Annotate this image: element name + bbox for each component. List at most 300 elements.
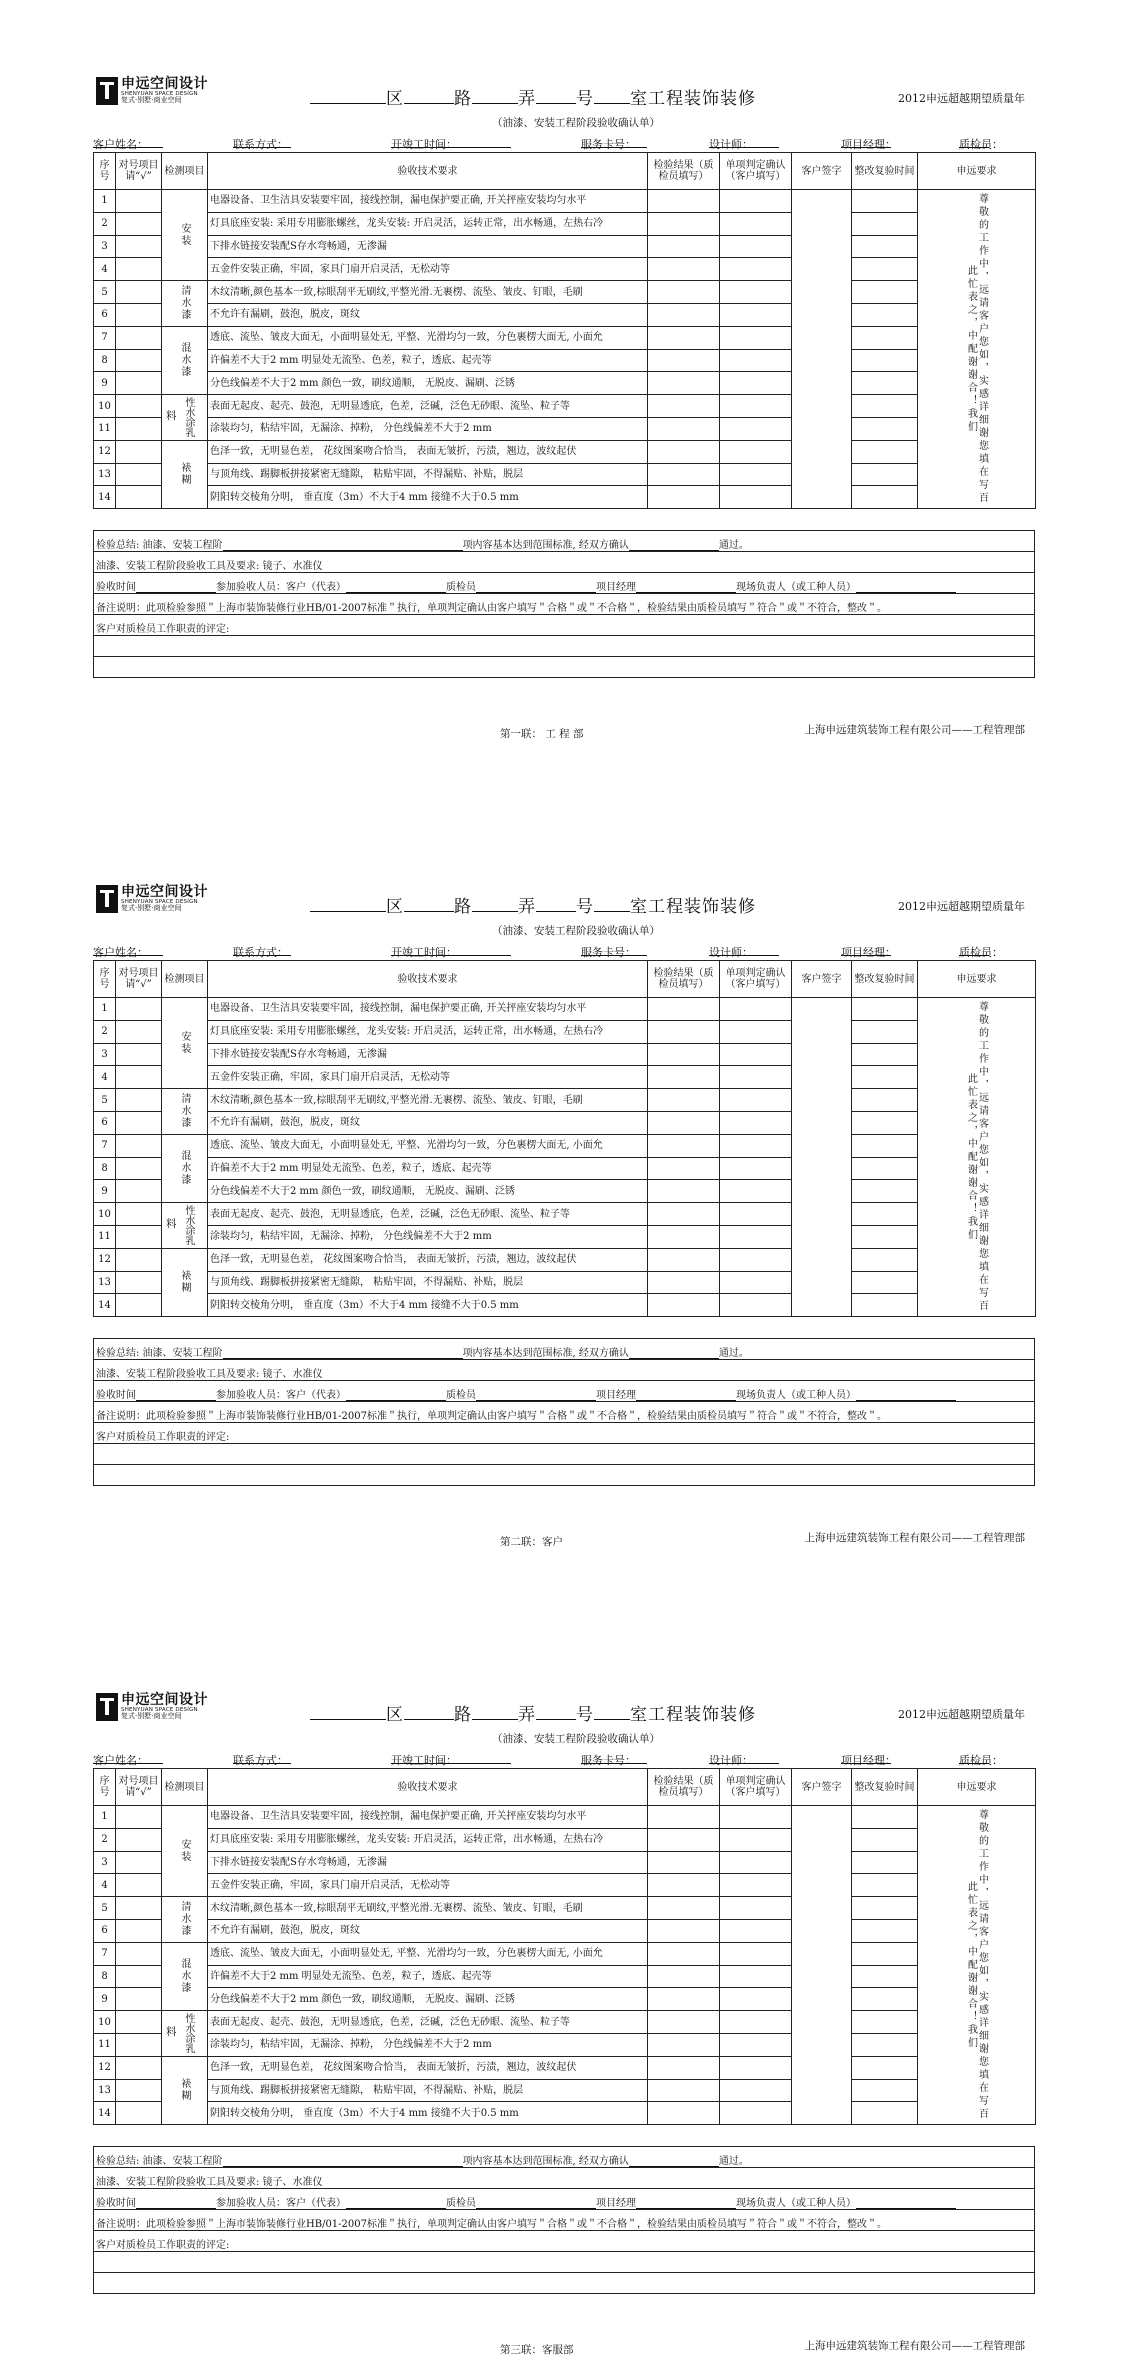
check-cell[interactable] (116, 417, 162, 440)
recheck-cell[interactable] (852, 1988, 918, 2011)
result-cell[interactable] (648, 1157, 720, 1180)
qc-field[interactable] (959, 1752, 989, 1764)
confirm-cell[interactable] (720, 1180, 792, 1203)
form-title (310, 1700, 756, 1725)
contact-field[interactable] (233, 136, 291, 148)
room-blank[interactable] (594, 103, 630, 104)
confirm-cell[interactable] (720, 1874, 792, 1897)
category-clear: 清水漆 (162, 281, 208, 327)
category-mixed: 混水漆 (162, 326, 208, 394)
work-period-field[interactable] (391, 944, 511, 956)
row-number: 13 (94, 2079, 116, 2102)
result-cell[interactable] (648, 1851, 720, 1874)
recheck-cell[interactable] (852, 235, 918, 258)
customer-rep-field[interactable] (346, 582, 446, 593)
summary-count-field[interactable] (223, 540, 463, 551)
number-blank[interactable] (536, 1719, 576, 1720)
recheck-cell[interactable] (852, 1271, 918, 1294)
confirm-cell[interactable] (720, 326, 792, 349)
work-period-field[interactable] (391, 136, 511, 148)
recheck-cell[interactable] (852, 1806, 918, 1829)
check-cell[interactable] (116, 2011, 162, 2034)
confirm-cell[interactable] (720, 1919, 792, 1942)
check-cell[interactable] (116, 258, 162, 281)
recheck-cell[interactable] (852, 1942, 918, 1965)
confirm-cell[interactable] (720, 1851, 792, 1874)
title-number: 号 (576, 897, 594, 917)
confirm-cell[interactable] (720, 258, 792, 281)
recheck-cell[interactable] (852, 440, 918, 463)
result-cell[interactable] (648, 1043, 720, 1066)
confirm-cell[interactable] (720, 349, 792, 372)
result-cell[interactable] (648, 1248, 720, 1271)
pm-sign-field[interactable] (636, 1390, 736, 1401)
room-blank[interactable] (594, 1719, 630, 1720)
row-number: 11 (94, 2033, 116, 2056)
check-cell[interactable] (116, 1066, 162, 1089)
result-cell[interactable] (648, 1134, 720, 1157)
requirement-text: 表面无起皮、起壳、鼓泡，无明显透底，色差，泛碱，泛色无砂眼、流坠、粒子等 (208, 395, 648, 418)
lane-blank[interactable] (472, 911, 518, 912)
check-cell[interactable] (116, 1851, 162, 1874)
pm-field[interactable] (841, 944, 891, 956)
pm-sign-field[interactable] (636, 582, 736, 593)
logo-name: 申远空间设计 (121, 884, 208, 900)
col-requirement: 验收技术要求 (208, 153, 648, 190)
check-cell[interactable] (116, 463, 162, 486)
recheck-cell[interactable] (852, 1851, 918, 1874)
recheck-cell[interactable] (852, 1965, 918, 1988)
confirm-cell[interactable] (720, 235, 792, 258)
check-cell[interactable] (116, 1248, 162, 1271)
confirm-cell[interactable] (720, 2033, 792, 2056)
table-row (94, 998, 1036, 1021)
result-cell[interactable] (648, 1089, 720, 1112)
recheck-cell[interactable] (852, 258, 918, 281)
confirm-cell[interactable] (720, 2011, 792, 2034)
confirm-cell[interactable] (720, 212, 792, 235)
recheck-cell[interactable] (852, 2079, 918, 2102)
result-cell[interactable] (648, 1066, 720, 1089)
result-cell[interactable] (648, 2102, 720, 2125)
confirm-cell[interactable] (720, 1897, 792, 1920)
confirm-cell[interactable] (720, 417, 792, 440)
confirm-cell[interactable] (720, 998, 792, 1021)
requirement-text: 透底、流坠、皱皮大面无，小面明显处无, 平整、光滑均匀一致，分色裹楞大面无, 小面允 (208, 1134, 648, 1157)
table-row (94, 1897, 1036, 1920)
confirm-cell[interactable] (720, 1203, 792, 1226)
customer-rep-field[interactable] (346, 1390, 446, 1401)
check-cell[interactable] (116, 1157, 162, 1180)
time-field[interactable] (136, 1390, 216, 1401)
customer-name-field[interactable] (93, 1752, 163, 1764)
designer-field[interactable] (709, 1752, 779, 1764)
row-number: 3 (94, 235, 116, 258)
qc-sign-field[interactable] (476, 582, 596, 593)
check-cell[interactable] (116, 1134, 162, 1157)
confirm-cell[interactable] (720, 1066, 792, 1089)
recheck-cell[interactable] (852, 1111, 918, 1134)
evaluation-line[interactable] (94, 2251, 1034, 2272)
row-number: 6 (94, 1919, 116, 1942)
confirm-cell[interactable] (720, 281, 792, 304)
result-cell[interactable] (648, 190, 720, 213)
result-cell[interactable] (648, 2079, 720, 2102)
confirm-cell[interactable] (720, 1988, 792, 2011)
result-cell[interactable] (648, 1919, 720, 1942)
room-blank[interactable] (594, 911, 630, 912)
confirm-cell[interactable] (720, 463, 792, 486)
col-check: 对号项目请“√” (116, 961, 162, 998)
confirm-cell[interactable] (720, 1294, 792, 1317)
result-cell[interactable] (648, 1942, 720, 1965)
result-cell[interactable] (648, 1203, 720, 1226)
confirm-cell[interactable] (720, 1134, 792, 1157)
summary-mid: 项内容基本达到范围标准, 经双方确认 (462, 540, 629, 551)
evaluation-line[interactable] (94, 656, 1034, 677)
recheck-cell[interactable] (852, 372, 918, 395)
summary-confirm-field[interactable] (629, 540, 719, 551)
check-cell[interactable] (116, 1874, 162, 1897)
confirm-cell[interactable] (720, 1248, 792, 1271)
recheck-cell[interactable] (852, 1919, 918, 1942)
check-cell[interactable] (116, 349, 162, 372)
time-field[interactable] (136, 2198, 216, 2209)
check-cell[interactable] (116, 2079, 162, 2102)
check-cell[interactable] (116, 212, 162, 235)
check-cell[interactable] (116, 326, 162, 349)
result-cell[interactable] (648, 1988, 720, 2011)
result-cell[interactable] (648, 1965, 720, 1988)
result-cell[interactable] (648, 1180, 720, 1203)
confirm-cell[interactable] (720, 395, 792, 418)
qc-field[interactable] (959, 944, 989, 956)
time-field[interactable] (136, 582, 216, 593)
result-cell[interactable] (648, 1806, 720, 1829)
row-number: 8 (94, 1157, 116, 1180)
title-district: 区 (386, 1705, 404, 1725)
logo-mark-icon (96, 77, 118, 105)
check-cell[interactable] (116, 1988, 162, 2011)
recheck-cell[interactable] (852, 349, 918, 372)
evaluation-line[interactable] (94, 635, 1034, 656)
requirement-text: 阴阳转交棱角分明， 垂直度（3m）不大于4 mm 接缝不大于0.5 mm (208, 486, 648, 509)
district-blank[interactable] (310, 103, 386, 104)
confirm-cell[interactable] (720, 1271, 792, 1294)
check-cell[interactable] (116, 1806, 162, 1829)
result-cell[interactable] (648, 212, 720, 235)
form-subtitle: （油漆、安装工程阶段验收确认单） (492, 925, 660, 937)
row-number: 8 (94, 349, 116, 372)
check-cell[interactable] (116, 1020, 162, 1043)
confirm-cell[interactable] (720, 303, 792, 326)
check-cell[interactable] (116, 2033, 162, 2056)
check-cell[interactable] (116, 486, 162, 509)
summary-confirm-field[interactable] (629, 1348, 719, 1359)
year-slogan: 2012申远超越期望质量年 (898, 92, 1025, 105)
recheck-cell[interactable] (852, 190, 918, 213)
result-cell[interactable] (648, 2056, 720, 2079)
number-blank[interactable] (536, 911, 576, 912)
site-field[interactable] (856, 1390, 956, 1401)
recheck-cell[interactable] (852, 1020, 918, 1043)
site-field[interactable] (856, 2198, 956, 2209)
result-cell[interactable] (648, 1294, 720, 1317)
result-cell[interactable] (648, 998, 720, 1021)
designer-field[interactable] (709, 136, 779, 148)
check-cell[interactable] (116, 190, 162, 213)
service-card-field[interactable] (581, 1752, 647, 1764)
col-no: 序号 (94, 153, 116, 190)
contact-field[interactable] (233, 944, 291, 956)
check-cell[interactable] (116, 372, 162, 395)
qc-sign-field[interactable] (476, 2198, 596, 2209)
recheck-cell[interactable] (852, 998, 918, 1021)
result-cell[interactable] (648, 463, 720, 486)
check-cell[interactable] (116, 1919, 162, 1942)
category-wallpaper: 裱糊 (162, 440, 208, 508)
pm-sign-field[interactable] (636, 2198, 736, 2209)
result-cell[interactable] (648, 2033, 720, 2056)
work-period-field[interactable] (391, 1752, 511, 1764)
customer-name-field[interactable] (93, 944, 163, 956)
result-cell[interactable] (648, 1111, 720, 1134)
recheck-cell[interactable] (852, 1294, 918, 1317)
check-cell[interactable] (116, 440, 162, 463)
evaluation-line[interactable] (94, 2272, 1034, 2293)
category-install: 安装 (162, 190, 208, 281)
lane-blank[interactable] (472, 103, 518, 104)
table-row (94, 463, 1036, 486)
row-number: 13 (94, 1271, 116, 1294)
inspection-table (93, 960, 1036, 1317)
check-cell[interactable] (116, 1089, 162, 1112)
col-sign: 客户签字 (792, 961, 852, 998)
confirm-cell[interactable] (720, 2056, 792, 2079)
row-number: 2 (94, 1828, 116, 1851)
result-cell[interactable] (648, 303, 720, 326)
check-cell[interactable] (116, 1111, 162, 1134)
result-cell[interactable] (648, 486, 720, 509)
recheck-cell[interactable] (852, 2056, 918, 2079)
recheck-cell[interactable] (852, 326, 918, 349)
check-cell[interactable] (116, 2102, 162, 2125)
summary-confirm-field[interactable] (629, 2156, 719, 2167)
result-cell[interactable] (648, 1225, 720, 1248)
customer-sign-cell[interactable] (792, 1806, 852, 2125)
evaluation-line[interactable] (94, 1464, 1034, 1485)
check-cell[interactable] (116, 1965, 162, 1988)
check-cell[interactable] (116, 1828, 162, 1851)
lane-blank[interactable] (472, 1719, 518, 1720)
tools-row: 油漆、安装工程阶段验收工具及要求: 镜子、水准仪 (94, 2167, 1034, 2188)
recheck-cell[interactable] (852, 281, 918, 304)
recheck-cell[interactable] (852, 212, 918, 235)
check-cell[interactable] (116, 2056, 162, 2079)
title-road: 路 (454, 897, 472, 917)
confirm-cell[interactable] (720, 1043, 792, 1066)
requirement-text: 与顶角线、踢脚板拼接紧密无缝隙， 粘贴牢固，不得漏贴、补贴，脱层 (208, 1271, 648, 1294)
evaluation-line[interactable] (94, 1443, 1034, 1464)
result-cell[interactable] (648, 372, 720, 395)
year-slogan: 2012申远超越期望质量年 (898, 900, 1025, 913)
table-row (94, 1020, 1036, 1043)
confirm-cell[interactable] (720, 1828, 792, 1851)
recheck-cell[interactable] (852, 1828, 918, 1851)
category-wallpaper: 裱糊 (162, 2056, 208, 2124)
title-lane: 弄 (518, 89, 536, 109)
recheck-cell[interactable] (852, 417, 918, 440)
requirement-text: 不允许有漏刷，鼓泡，脱皮，斑纹 (208, 303, 648, 326)
logo-subtitle: 复式·别墅·商业空间 (121, 904, 182, 913)
customer-name-field[interactable] (93, 136, 163, 148)
check-cell[interactable] (116, 303, 162, 326)
check-cell[interactable] (116, 1897, 162, 1920)
row-number: 12 (94, 440, 116, 463)
result-cell[interactable] (648, 235, 720, 258)
qc-label: 质检员： (959, 138, 1003, 151)
confirm-cell[interactable] (720, 2102, 792, 2125)
requirement-text: 许偏差不大于2 mm 明显处无流坠、色差，粒子，透底、起壳等 (208, 349, 648, 372)
recheck-cell[interactable] (852, 1089, 918, 1112)
road-blank[interactable] (404, 911, 454, 912)
table-row (94, 1874, 1036, 1897)
col-sign: 客户签字 (792, 153, 852, 190)
result-cell[interactable] (648, 258, 720, 281)
result-cell[interactable] (648, 1828, 720, 1851)
result-cell[interactable] (648, 349, 720, 372)
qc-field[interactable] (959, 136, 989, 148)
recheck-cell[interactable] (852, 2102, 918, 2125)
confirm-cell[interactable] (720, 190, 792, 213)
summary-count-field[interactable] (223, 1348, 463, 1359)
confirm-cell[interactable] (720, 1020, 792, 1043)
recheck-cell[interactable] (852, 1897, 918, 1920)
customer-sign-cell[interactable] (792, 190, 852, 509)
category-wallpaper: 裱糊 (162, 1248, 208, 1316)
category-paint-right: 性水涂乳 (183, 2013, 194, 2054)
qc-sign-field[interactable] (476, 1390, 596, 1401)
row-number: 11 (94, 417, 116, 440)
check-cell[interactable] (116, 281, 162, 304)
result-cell[interactable] (648, 1020, 720, 1043)
recheck-cell[interactable] (852, 1874, 918, 1897)
result-cell[interactable] (648, 1897, 720, 1920)
time-label: 验收时间 (96, 582, 136, 593)
confirm-cell[interactable] (720, 1225, 792, 1248)
site-field[interactable] (856, 582, 956, 593)
recheck-cell[interactable] (852, 1043, 918, 1066)
inspection-table (93, 152, 1036, 509)
row-number: 2 (94, 212, 116, 235)
recheck-cell[interactable] (852, 1225, 918, 1248)
result-cell[interactable] (648, 440, 720, 463)
contact-field[interactable] (233, 1752, 291, 1764)
requirement-text: 木纹清晰,颜色基本一致,棕眼刮平无刷纹,平整光滑.无裹楞、流坠、皱皮、钉眼，毛刷 (208, 1089, 648, 1112)
recheck-cell[interactable] (852, 303, 918, 326)
result-cell[interactable] (648, 1271, 720, 1294)
table-row (94, 349, 1036, 372)
confirm-cell[interactable] (720, 1806, 792, 1829)
col-item: 检测项目 (162, 961, 208, 998)
summary-count-field[interactable] (223, 2156, 463, 2167)
logo-name: 申远空间设计 (121, 1692, 208, 1708)
pm-field[interactable] (841, 136, 891, 148)
road-blank[interactable] (404, 103, 454, 104)
recheck-cell[interactable] (852, 2011, 918, 2034)
check-cell[interactable] (116, 1942, 162, 1965)
table-row (94, 417, 1036, 440)
recheck-cell[interactable] (852, 395, 918, 418)
service-card-field[interactable] (581, 136, 647, 148)
recheck-cell[interactable] (852, 1066, 918, 1089)
recheck-cell[interactable] (852, 1248, 918, 1271)
check-cell[interactable] (116, 1203, 162, 1226)
recheck-cell[interactable] (852, 2033, 918, 2056)
company-name: 上海申远建筑装饰工程有限公司——工程管理部 (804, 1532, 1025, 1544)
confirm-cell[interactable] (720, 1965, 792, 1988)
district-blank[interactable] (310, 1719, 386, 1720)
check-cell[interactable] (116, 235, 162, 258)
check-cell[interactable] (116, 395, 162, 418)
designer-field[interactable] (709, 944, 779, 956)
confirm-cell[interactable] (720, 372, 792, 395)
number-blank[interactable] (536, 103, 576, 104)
pm-field[interactable] (841, 1752, 891, 1764)
check-cell[interactable] (116, 1180, 162, 1203)
confirm-cell[interactable] (720, 1157, 792, 1180)
check-cell[interactable] (116, 1271, 162, 1294)
category-clear: 清水漆 (162, 1897, 208, 1943)
recheck-cell[interactable] (852, 463, 918, 486)
col-requirement: 验收技术要求 (208, 1769, 648, 1806)
recheck-cell[interactable] (852, 1134, 918, 1157)
col-shenyuan: 申远要求 (918, 961, 1036, 998)
confirm-cell[interactable] (720, 1111, 792, 1134)
row-number: 9 (94, 372, 116, 395)
result-cell[interactable] (648, 281, 720, 304)
district-blank[interactable] (310, 911, 386, 912)
recheck-cell[interactable] (852, 1203, 918, 1226)
check-cell[interactable] (116, 998, 162, 1021)
service-card-field[interactable] (581, 944, 647, 956)
result-cell[interactable] (648, 326, 720, 349)
copy-label: 第一联： 工 程 部 (500, 728, 584, 740)
road-blank[interactable] (404, 1719, 454, 1720)
check-cell[interactable] (116, 1294, 162, 1317)
form-subtitle: （油漆、安装工程阶段验收确认单） (492, 1733, 660, 1745)
row-number: 6 (94, 303, 116, 326)
result-cell[interactable] (648, 417, 720, 440)
confirm-cell[interactable] (720, 2079, 792, 2102)
check-cell[interactable] (116, 1043, 162, 1066)
recheck-cell[interactable] (852, 1180, 918, 1203)
confirm-cell[interactable] (720, 486, 792, 509)
confirm-cell[interactable] (720, 1089, 792, 1112)
confirm-cell[interactable] (720, 1942, 792, 1965)
recheck-cell[interactable] (852, 1157, 918, 1180)
check-cell[interactable] (116, 1225, 162, 1248)
customer-rep-field[interactable] (346, 2198, 446, 2209)
summary-end: 通过。 (718, 2156, 749, 2167)
result-cell[interactable] (648, 2011, 720, 2034)
requirement-text: 色泽一致，无明显色差， 花纹图案吻合恰当， 表面无皱折，污渍，翘边，波纹起伏 (208, 1248, 648, 1271)
customer-sign-cell[interactable] (792, 998, 852, 1317)
recheck-cell[interactable] (852, 486, 918, 509)
result-cell[interactable] (648, 395, 720, 418)
result-cell[interactable] (648, 1874, 720, 1897)
confirm-cell[interactable] (720, 440, 792, 463)
